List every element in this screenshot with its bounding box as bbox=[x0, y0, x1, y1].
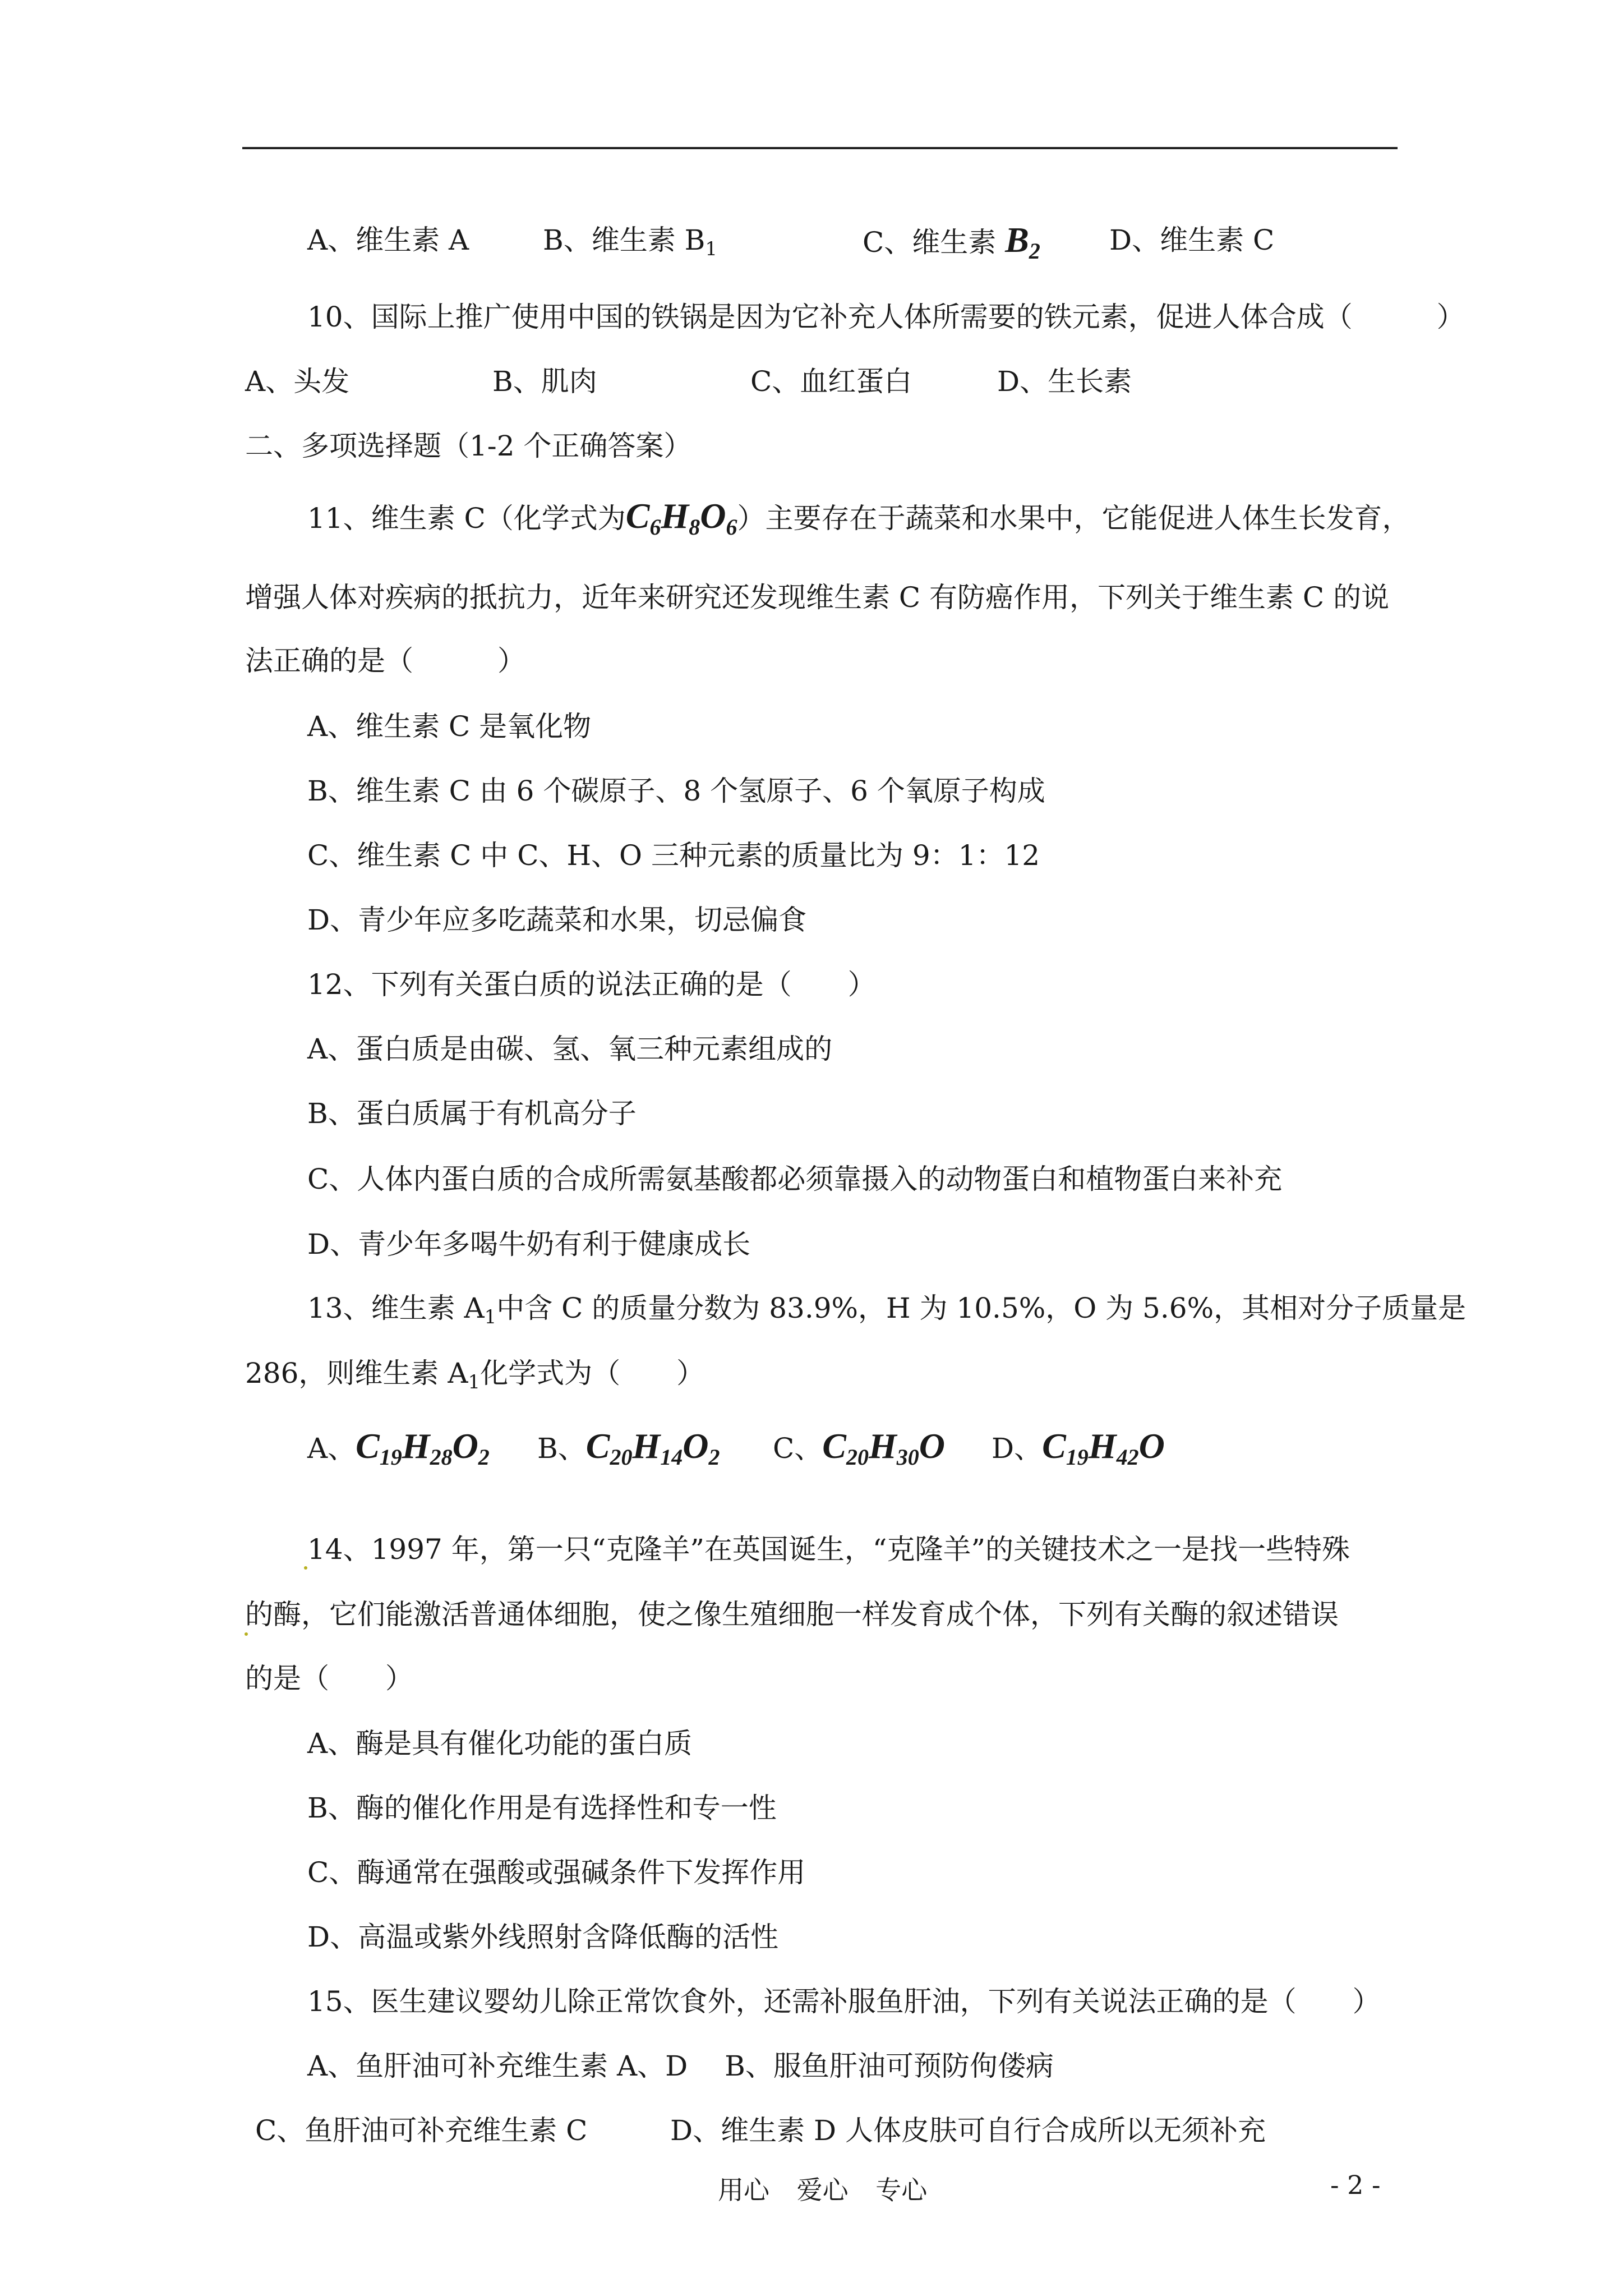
q11-option-b: B、维生素 C 由 6 个碳原子、8 个氢原子、6 个氧原子构成 bbox=[307, 775, 1045, 807]
q9-option-c: C、维生素 $B_2$ bbox=[863, 220, 1040, 264]
section-2-title: 二、多项选择题（1-2 个正确答案） bbox=[245, 430, 692, 462]
q9-option-d: D、维生素 C bbox=[1109, 224, 1275, 256]
q11-formula: $C_6H_8O_6$ bbox=[625, 496, 737, 540]
scan-mark bbox=[304, 1566, 307, 1570]
q11-option-a: A、维生素 C 是氧化物 bbox=[307, 710, 592, 743]
q13-option-b: B、$C_{20}H_{14}O_2$ bbox=[537, 1426, 720, 1470]
q11-option-d: D、青少年应多吃蔬菜和水果，切忌偏食 bbox=[307, 904, 807, 936]
q14-option-b: B、酶的催化作用是有选择性和专一性 bbox=[307, 1792, 777, 1824]
q10-option-d: D、生长素 bbox=[997, 365, 1132, 398]
q13-option-d: D、$C_{19}H_{42}O$ bbox=[992, 1426, 1165, 1470]
q14-option-c: C、酶通常在强酸或强碱条件下发挥作用 bbox=[307, 1856, 806, 1889]
q14-option-a: A、酶是具有催化功能的蛋白质 bbox=[307, 1727, 693, 1760]
page-number: - 2 - bbox=[1330, 2170, 1381, 2200]
q14-stem-line1: 14、1997 年，第一只“克隆羊”在英国诞生，“克隆羊”的关键技术之一是找一些特殊 bbox=[307, 1533, 1350, 1566]
scan-mark bbox=[245, 1632, 248, 1636]
q12-stem: 12、下列有关蛋白质的说法正确的是（ ） bbox=[307, 968, 876, 1001]
q10-option-c: C、血红蛋白 bbox=[750, 365, 912, 398]
q13-stem-line1: 13、维生素 $A_1$中含 C 的质量分数为 83.9%，H 为 10.5%，O 为 5.6%，其相对分子质量是 bbox=[307, 1292, 1467, 1328]
q10-option-a: A、头发 bbox=[245, 365, 350, 398]
q15-options-ab: A、鱼肝油可补充维生素 A、D B、服鱼肝油可预防佝偻病 bbox=[307, 2050, 1054, 2082]
q11-stem-line3: 法正确的是（ ） bbox=[245, 645, 525, 677]
q9-option-b: B、维生素 $B_1$ bbox=[543, 224, 718, 260]
q12-option-a: A、蛋白质是由碳、氢、氧三种元素组成的 bbox=[307, 1033, 833, 1065]
q15-option-c: C、鱼肝油可补充维生素 C bbox=[255, 2114, 588, 2147]
q12-option-b: B、蛋白质属于有机高分子 bbox=[307, 1097, 637, 1130]
q15-option-d: D、维生素 D 人体皮肤可自行合成所以无须补充 bbox=[670, 2114, 1266, 2147]
q11-option-c: C、维生素 C 中 C、H、O 三种元素的质量比为 9：1：12 bbox=[307, 839, 1040, 872]
q14-stem-line2: 的酶，它们能激活普通体细胞，使之像生殖细胞一样发育成个体，下列有关酶的叙述错误 bbox=[245, 1598, 1339, 1631]
q13-stem-line2: 286，则维生素 $A_1$化学式为（ ） bbox=[245, 1357, 705, 1393]
q15-stem: 15、医生建议婴幼儿除正常饮食外，还需补服鱼肝油，下列有关说法正确的是（ ） bbox=[307, 1985, 1381, 2018]
q10-option-b: B、肌肉 bbox=[492, 365, 597, 398]
q14-stem-line3: 的是（ ） bbox=[245, 1662, 413, 1695]
q13-option-a: A、$C_{19}H_{28}O_2$ bbox=[307, 1426, 490, 1470]
q13-option-c: C、$C_{20}H_{30}O$ bbox=[773, 1426, 945, 1470]
q11-stem-line2: 增强人体对疾病的抵抗力，近年来研究还发现维生素 C 有防癌作用，下列关于维生素 C 的说 bbox=[245, 581, 1390, 614]
q14-option-d: D、高温或紫外线照射含降低酶的活性 bbox=[307, 1921, 779, 1953]
q12-option-c: C、人体内蛋白质的合成所需氨基酸都必须靠摄入的动物蛋白和植物蛋白来补充 bbox=[307, 1163, 1283, 1195]
q10-stem: 10、国际上推广使用中国的铁锅是因为它补充人体所需要的铁元素，促进人体合成（ ） bbox=[307, 301, 1465, 333]
header-rule bbox=[242, 147, 1398, 149]
q12-option-d: D、青少年多喝牛奶有利于健康成长 bbox=[307, 1228, 751, 1260]
q9-option-a: A、维生素 A bbox=[307, 224, 469, 256]
footer-slogan: 用心 爱心 专心 bbox=[718, 2175, 928, 2205]
q11-stem-line1: 11、维生素 C（化学式为$C_6H_8O_6$）主要存在于蔬菜和水果中，它能促进人体生长发育， bbox=[307, 496, 1410, 540]
